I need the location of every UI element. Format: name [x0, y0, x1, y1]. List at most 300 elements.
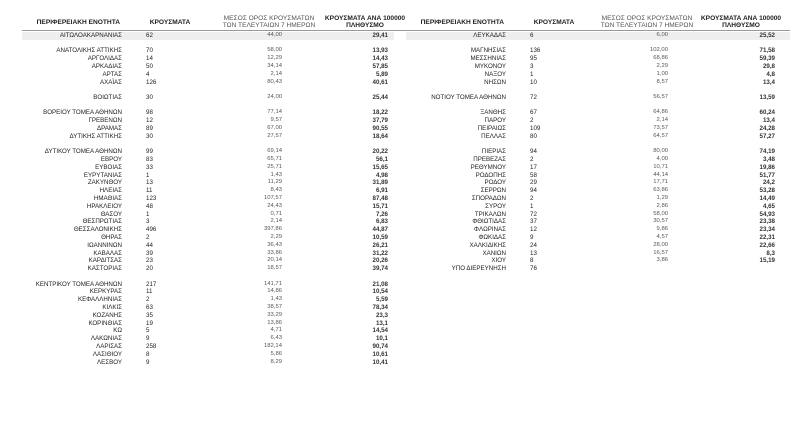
- avg-cell: 24,43: [267, 202, 282, 209]
- region-cell: ΧΙΟΥ: [491, 257, 506, 265]
- table-row: [406, 250, 790, 258]
- cases-cell: 8: [530, 257, 534, 265]
- avg-cell: 2,14: [270, 218, 282, 225]
- cases-cell: 83: [146, 156, 153, 163]
- region-cell: ΠΕΛΛΑΣ: [481, 132, 506, 140]
- region-cell: ΒΟΙΩΤΙΑΣ: [93, 94, 122, 101]
- per-100k-cell: 59,39: [759, 55, 775, 63]
- avg-cell: 34,14: [267, 63, 282, 69]
- table-row: [22, 234, 394, 242]
- region-cell: ΜΑΓΝΗΣΙΑΣ: [470, 47, 506, 55]
- cases-cell: 12: [146, 117, 153, 125]
- table-row: [406, 148, 790, 156]
- cases-cell: 94: [530, 187, 537, 195]
- per-100k-cell: 57,27: [759, 132, 775, 140]
- cases-cell: 5: [146, 327, 150, 335]
- cases-cell: 50: [146, 63, 153, 70]
- per-100k-cell: 14,49: [759, 195, 775, 202]
- avg-cell: 30,57: [653, 218, 668, 225]
- avg-cell: 14,86: [267, 288, 282, 295]
- region-cell: ΕΒΡΟΥ: [100, 156, 122, 163]
- table-row: [406, 211, 790, 219]
- per-100k-cell: 7,26: [375, 210, 388, 218]
- cases-cell: 126: [146, 78, 157, 86]
- per-100k-cell: 6,91: [375, 187, 388, 195]
- per-100k-cell: 5,59: [375, 296, 388, 304]
- avg-cell: 20,14: [267, 257, 282, 264]
- table-row: [22, 312, 394, 320]
- per-100k-cell: 31,22: [372, 249, 388, 257]
- avg-cell: 27,57: [267, 132, 282, 139]
- table-row: [406, 265, 790, 273]
- per-100k-cell: 25,44: [372, 94, 388, 101]
- cases-cell: 4: [146, 70, 150, 78]
- region-cell: ΣΕΡΡΩΝ: [480, 187, 506, 195]
- region-cell: ΚΑΒΑΛΑΣ: [93, 249, 122, 257]
- cases-cell: 9: [530, 234, 534, 241]
- region-cell: ΝΟΤΙΟΥ ΤΟΜΕΑ ΑΘΗΝΩΝ: [431, 94, 506, 101]
- cases-cell: 67: [530, 109, 537, 117]
- avg-cell: 4,57: [656, 234, 668, 240]
- region-cell: ΔΥΤΙΚΗΣ ΑΤΤΙΚΗΣ: [69, 132, 122, 140]
- region-cell: ΦΘΙΩΤΙΔΑΣ: [472, 218, 506, 226]
- cases-cell: 72: [530, 210, 537, 218]
- per-100k-cell: 37,79: [372, 117, 388, 125]
- per-100k-cell: 4,8: [766, 70, 775, 78]
- region-cell: ΜΕΣΣΗΝΙΑΣ: [470, 55, 506, 63]
- per-100k-cell: 60,24: [759, 109, 775, 117]
- table-row: [22, 172, 394, 180]
- per-100k-cell: 13,4: [762, 78, 775, 86]
- per-100k-cell: 90,74: [372, 343, 388, 350]
- region-cell: ΗΡΑΚΛΕΙΟΥ: [86, 202, 122, 210]
- cases-cell: 37: [530, 218, 537, 226]
- per-100k-cell: 23,3: [375, 311, 388, 319]
- cases-cell: 1: [146, 171, 150, 179]
- region-cell: ΧΑΝΙΩΝ: [482, 249, 506, 257]
- avg-cell: 1,00: [656, 70, 668, 77]
- region-cell: ΦΛΩΡΙΝΑΣ: [474, 226, 506, 234]
- region-cell: ΚΕΡΚΥΡΑΣ: [89, 288, 122, 296]
- cases-cell: 19: [146, 319, 153, 327]
- cases-cell: 217: [146, 280, 157, 288]
- per-100k-cell: 13,1: [375, 319, 388, 327]
- cases-cell: 11: [146, 288, 153, 296]
- per-100k-cell: 13,93: [372, 47, 388, 55]
- per-100k-cell: 40,61: [372, 78, 388, 86]
- table-row: [22, 296, 394, 304]
- table-row: [22, 32, 394, 40]
- avg-cell: 65,71: [267, 156, 282, 162]
- per-100k-cell: 8,3: [766, 249, 775, 257]
- cases-cell: 89: [146, 125, 153, 132]
- cases-cell: 76: [530, 265, 537, 273]
- table-row: [406, 47, 790, 55]
- avg-cell: 44,00: [267, 32, 282, 38]
- table-row: [22, 304, 394, 312]
- avg-cell: 56,57: [653, 94, 668, 100]
- cases-cell: 72: [530, 94, 537, 101]
- cases-cell: 12: [530, 226, 537, 234]
- cases-cell: 2: [146, 296, 150, 304]
- region-cell: ΝΑΞΟΥ: [484, 70, 506, 78]
- region-cell: ΞΑΝΘΗΣ: [480, 109, 506, 117]
- region-cell: ΤΡΙΚΑΛΩΝ: [474, 210, 506, 218]
- table-row: [22, 218, 394, 226]
- cases-cell: 9: [146, 358, 150, 366]
- avg-cell: 38,57: [267, 304, 282, 310]
- region-cell: ΑΡΤΑΣ: [102, 70, 122, 78]
- per-100k-cell: 10,1: [375, 335, 388, 343]
- avg-cell: 2,14: [656, 117, 668, 124]
- per-100k-cell: 53,28: [759, 187, 775, 195]
- region-cell: ΕΥΒΟΙΑΣ: [95, 163, 122, 171]
- table-row: [406, 172, 790, 180]
- table-row: [406, 179, 790, 187]
- cases-cell: 98: [146, 109, 153, 117]
- region-cell: ΗΛΕΙΑΣ: [99, 187, 122, 195]
- table-row: [22, 226, 394, 234]
- per-100k-cell: 3,48: [762, 156, 775, 163]
- cases-cell: 258: [146, 343, 157, 350]
- table-row: [22, 359, 394, 367]
- cases-cell: 70: [146, 47, 153, 55]
- cases-cell: 6: [530, 32, 534, 39]
- table-row: [22, 187, 394, 195]
- per-100k-cell: 57,85: [372, 63, 388, 70]
- cases-cell: 99: [146, 148, 153, 156]
- avg-cell: 16,57: [653, 249, 668, 256]
- region-cell: ΚΩ: [113, 327, 122, 335]
- cases-cell: 23: [146, 257, 153, 265]
- table-row: [22, 164, 394, 172]
- avg-cell: 12,29: [267, 55, 282, 62]
- table-row: [22, 335, 394, 343]
- avg-cell: 5,86: [270, 350, 282, 357]
- table-row: [22, 203, 394, 211]
- region-cell: ΛΑΣΙΘΙΟΥ: [92, 350, 122, 358]
- avg-cell: 8,57: [656, 78, 668, 85]
- per-100k-cell: 15,19: [759, 257, 775, 265]
- table-row: [22, 133, 394, 141]
- per-100k-cell: 19,86: [759, 163, 775, 171]
- per-100k-cell: 54,93: [759, 210, 775, 218]
- avg-cell: 25,71: [267, 163, 282, 170]
- avg-cell: 2,14: [270, 70, 282, 77]
- cases-cell: 10: [530, 78, 537, 86]
- cases-cell: 13: [146, 179, 153, 187]
- table-row: [22, 79, 394, 87]
- table-row: [406, 242, 790, 250]
- per-100k-cell: 13,4: [762, 117, 775, 125]
- avg-cell: 11,29: [267, 179, 282, 186]
- table-row: [406, 156, 790, 164]
- cases-cell: 8: [146, 350, 150, 358]
- table-row: [22, 156, 394, 164]
- table-row: [22, 211, 394, 219]
- region-cell: ΘΕΣΠΡΩΤΙΑΣ: [82, 218, 122, 226]
- region-cell: ΝΗΣΩΝ: [484, 78, 506, 86]
- cases-cell: 496: [146, 226, 157, 234]
- table-row: [22, 63, 394, 71]
- avg-cell: 102,00: [649, 47, 668, 54]
- region-cell: ΚΑΣΤΟΡΙΑΣ: [87, 265, 122, 273]
- region-cell: ΓΡΕΒΕΝΩΝ: [88, 117, 122, 125]
- table-row: [22, 343, 394, 351]
- avg-cell: 28,00: [653, 241, 668, 248]
- cases-cell: 95: [530, 55, 537, 63]
- per-100k-cell: 14,43: [372, 55, 388, 63]
- avg-cell: 73,57: [653, 125, 668, 131]
- table-row: [406, 55, 790, 63]
- table-row: [406, 187, 790, 195]
- region-cell: ΑΧΑΪΑΣ: [99, 78, 122, 86]
- avg-cell: 1,43: [270, 171, 282, 178]
- per-100k-cell: 23,38: [759, 218, 775, 226]
- region-cell: ΡΟΔΟΠΗΣ: [475, 171, 506, 179]
- cases-cell: 1: [530, 202, 534, 210]
- region-cell: ΚΟΖΑΝΗΣ: [92, 311, 122, 319]
- table-row: [406, 32, 790, 40]
- per-100k-cell: 13,59: [759, 94, 775, 101]
- region-cell: ΘΕΣΣΑΛΟΝΙΚΗΣ: [73, 226, 122, 234]
- avg-cell: 64,86: [653, 109, 668, 116]
- region-cell: ΔΥΤΙΚΟΥ ΤΟΜΕΑ ΑΘΗΝΩΝ: [44, 148, 122, 156]
- per-100k-cell: 20,26: [372, 257, 388, 265]
- avg-cell: 182,14: [263, 343, 282, 349]
- region-cell: ΥΠΟ ΔΙΕΡΕΥΝΗΣΗ: [451, 265, 506, 273]
- table-row: [22, 281, 394, 289]
- per-100k-cell: 31,89: [372, 179, 388, 187]
- left-header-avg-line2: ΤΩΝ ΤΕΛΕΥΤΑΙΩΝ 7 ΗΜΕΡΩΝ: [222, 22, 316, 29]
- cases-cell: 1: [146, 210, 150, 218]
- per-100k-cell: 21,08: [372, 280, 388, 288]
- cases-cell: 39: [146, 249, 153, 257]
- table-row: [22, 109, 394, 117]
- per-100k-cell: 18,64: [372, 132, 388, 140]
- region-cell: ΦΩΚΙΔΑΣ: [478, 234, 506, 241]
- per-100k-cell: 4,65: [762, 202, 775, 210]
- table-row: [22, 250, 394, 258]
- avg-cell: 397,86: [263, 226, 282, 233]
- per-100k-cell: 29,41: [372, 32, 388, 39]
- per-100k-cell: 18,22: [372, 109, 388, 117]
- region-cell: ΙΩΑΝΝΙΝΩΝ: [87, 241, 122, 249]
- avg-cell: 67,00: [267, 125, 282, 131]
- table-row: [22, 320, 394, 328]
- region-cell: ΔΡΑΜΑΣ: [96, 125, 122, 132]
- region-cell: ΖΑΚΥΝΘΟΥ: [87, 179, 122, 187]
- per-100k-cell: 5,89: [375, 70, 388, 78]
- cases-cell: 30: [146, 132, 153, 140]
- cases-cell: 11: [146, 187, 153, 195]
- per-100k-cell: 4,98: [375, 171, 388, 179]
- avg-cell: 6,00: [656, 32, 668, 38]
- table-row: [22, 351, 394, 359]
- left-header-per-line1: ΚΡΟΥΣΜΑΤΑ ΑΝΑ 100000: [324, 15, 406, 22]
- region-cell: ΚΕΝΤΡΙΚΟΥ ΤΟΜΕΑ ΑΘΗΝΩΝ: [35, 280, 122, 288]
- table-row: [406, 133, 790, 141]
- region-cell: ΜΥΚΟΝΟΥ: [474, 63, 506, 70]
- per-100k-cell: 74,19: [759, 148, 775, 156]
- region-cell: ΠΕΙΡΑΙΩΣ: [477, 125, 506, 132]
- left-header-region: ΠΕΡΙΦΕΡΕΙΑΚΗ ΕΝΟΤΗΤΑ: [36, 19, 120, 26]
- region-cell: ΛΕΣΒΟΥ: [97, 358, 122, 366]
- per-100k-cell: 90,55: [372, 125, 388, 132]
- avg-cell: 3,86: [656, 257, 668, 264]
- cases-cell: 33: [146, 163, 153, 171]
- table-row: [22, 71, 394, 79]
- table-row: [406, 218, 790, 226]
- avg-cell: 141,71: [263, 280, 282, 287]
- per-100k-cell: 10,41: [372, 358, 388, 366]
- table-row: [406, 257, 790, 265]
- per-100k-cell: 20,22: [372, 148, 388, 156]
- table-row: [406, 125, 790, 133]
- cases-cell: 94: [530, 148, 537, 156]
- region-cell: ΚΙΛΚΙΣ: [102, 304, 122, 311]
- per-100k-cell: 24,28: [759, 125, 775, 132]
- left-header-cases: ΚΡΟΥΣΜΑΤΑ: [149, 19, 191, 26]
- avg-cell: 2,29: [656, 63, 668, 69]
- cases-cell: 14: [146, 55, 153, 63]
- table-row: [406, 71, 790, 79]
- cases-cell: 24: [530, 241, 537, 249]
- region-cell: ΧΑΛΚΙΔΙΚΗΣ: [469, 241, 506, 249]
- cases-cell: 109: [530, 125, 541, 132]
- avg-cell: 69,14: [267, 148, 282, 155]
- region-cell: ΑΡΚΑΔΙΑΣ: [91, 63, 122, 70]
- right-header-avg-line1: ΜΕΣΟΣ ΟΡΟΣ ΚΡΟΥΣΜΑΤΩΝ: [601, 15, 693, 22]
- cases-cell: 3: [146, 218, 150, 226]
- per-100k-cell: 10,54: [372, 288, 388, 296]
- cases-cell: 20: [146, 265, 153, 273]
- table-row: [22, 265, 394, 273]
- table-row: [406, 94, 790, 102]
- region-cell: ΕΥΡΥΤΑΝΙΑΣ: [83, 171, 122, 179]
- avg-cell: 2,29: [270, 234, 282, 240]
- per-100k-cell: 10,59: [372, 234, 388, 241]
- right-header-region: ΠΕΡΙΦΕΡΕΙΑΚΗ ΕΝΟΤΗΤΑ: [420, 19, 504, 26]
- avg-cell: 6,43: [270, 335, 282, 342]
- table-row: [22, 94, 394, 102]
- per-100k-cell: 10,61: [372, 350, 388, 358]
- table-row: [22, 47, 394, 55]
- avg-cell: 63,86: [653, 187, 668, 194]
- cases-cell: 9: [146, 335, 150, 343]
- avg-cell: 4,00: [656, 156, 668, 162]
- table-row: [406, 79, 790, 87]
- per-100k-cell: 15,71: [372, 202, 388, 210]
- cases-cell: 2: [146, 234, 150, 241]
- per-100k-cell: 87,48: [372, 195, 388, 202]
- cases-cell: 44: [146, 241, 153, 249]
- avg-cell: 33,29: [267, 311, 282, 318]
- table-row: [406, 109, 790, 117]
- region-cell: ΘΗΡΑΣ: [101, 234, 122, 241]
- right-header-per-line2: ΠΛΗΘΥΣΜΟ: [722, 22, 760, 29]
- region-cell: ΠΙΕΡΙΑΣ: [481, 148, 506, 156]
- table-row: [406, 226, 790, 234]
- region-cell: ΗΜΑΘΙΑΣ: [93, 195, 122, 202]
- avg-cell: 44,14: [653, 171, 668, 178]
- region-cell: ΑΡΓΟΛΙΔΑΣ: [87, 55, 122, 63]
- cases-cell: 58: [530, 171, 537, 179]
- cases-cell: 17: [530, 163, 537, 171]
- avg-cell: 18,57: [267, 265, 282, 272]
- avg-cell: 107,57: [263, 195, 282, 201]
- cases-cell: 123: [146, 195, 157, 202]
- table-row: [406, 234, 790, 242]
- avg-cell: 17,71: [653, 179, 668, 186]
- cases-cell: 29: [530, 179, 537, 187]
- per-100k-cell: 39,74: [372, 265, 388, 273]
- per-100k-cell: 25,52: [759, 32, 775, 39]
- avg-cell: 58,00: [267, 47, 282, 54]
- per-100k-cell: 24,2: [762, 179, 775, 187]
- table-row: [406, 203, 790, 211]
- per-100k-cell: 22,66: [759, 241, 775, 249]
- table-row: [406, 117, 790, 125]
- per-100k-cell: 6,83: [375, 218, 388, 226]
- avg-cell: 10,71: [653, 163, 668, 170]
- avg-cell: 68,86: [653, 55, 668, 62]
- right-header-per-line1: ΚΡΟΥΣΜΑΤΑ ΑΝΑ 100000: [700, 15, 782, 22]
- table-row: [22, 125, 394, 133]
- avg-cell: 80,00: [653, 148, 668, 155]
- cases-cell: 3: [530, 63, 534, 70]
- avg-cell: 9,57: [270, 117, 282, 124]
- cases-cell: 13: [530, 249, 537, 257]
- region-cell: ΛΑΡΙΣΑΣ: [96, 343, 122, 350]
- left-header-avg-line1: ΜΕΣΟΣ ΟΡΟΣ ΚΡΟΥΣΜΑΤΩΝ: [223, 15, 315, 22]
- region-cell: ΑΙΤΩΛΟΑΚΑΡΝΑΝΙΑΣ: [59, 32, 122, 39]
- table-row: [22, 195, 394, 203]
- per-100k-cell: 71,58: [759, 47, 775, 55]
- table-row: [22, 117, 394, 125]
- per-100k-cell: 29,8: [762, 63, 775, 70]
- avg-cell: 4,71: [270, 327, 282, 334]
- cases-cell: 1: [530, 70, 534, 78]
- region-cell: ΘΑΣΟΥ: [100, 210, 122, 218]
- avg-cell: 77,14: [267, 109, 282, 116]
- region-cell: ΠΡΕΒΕΖΑΣ: [473, 156, 506, 163]
- per-100k-cell: 56,1: [375, 156, 388, 163]
- per-100k-cell: 26,21: [372, 241, 388, 249]
- per-100k-cell: 51,77: [759, 171, 775, 179]
- region-cell: ΣΥΡΟΥ: [485, 202, 506, 210]
- per-100k-cell: 14,54: [372, 327, 388, 335]
- avg-cell: 2,86: [656, 202, 668, 209]
- table-row: [22, 179, 394, 187]
- region-cell: ΠΑΡΟΥ: [484, 117, 506, 125]
- right-header-avg-line2: ΤΩΝ ΤΕΛΕΥΤΑΙΩΝ 7 ΗΜΕΡΩΝ: [600, 22, 694, 29]
- table-row: [22, 242, 394, 250]
- avg-cell: 33,86: [267, 249, 282, 256]
- avg-cell: 80,43: [267, 78, 282, 85]
- table-row: [22, 148, 394, 156]
- cases-cell: 35: [146, 311, 153, 319]
- region-cell: ΒΟΡΕΙΟΥ ΤΟΜΕΑ ΑΘΗΝΩΝ: [43, 109, 122, 117]
- avg-cell: 0,71: [270, 210, 282, 217]
- region-cell: ΚΟΡΙΝΘΙΑΣ: [88, 319, 122, 327]
- per-100k-cell: 23,34: [759, 226, 775, 234]
- right-header-cases: ΚΡΟΥΣΜΑΤΑ: [533, 19, 575, 26]
- table-row: [22, 327, 394, 335]
- region-cell: ΚΑΡΔΙΤΣΑΣ: [88, 257, 122, 265]
- cases-cell: 48: [146, 202, 153, 210]
- cases-cell: 2: [530, 195, 534, 202]
